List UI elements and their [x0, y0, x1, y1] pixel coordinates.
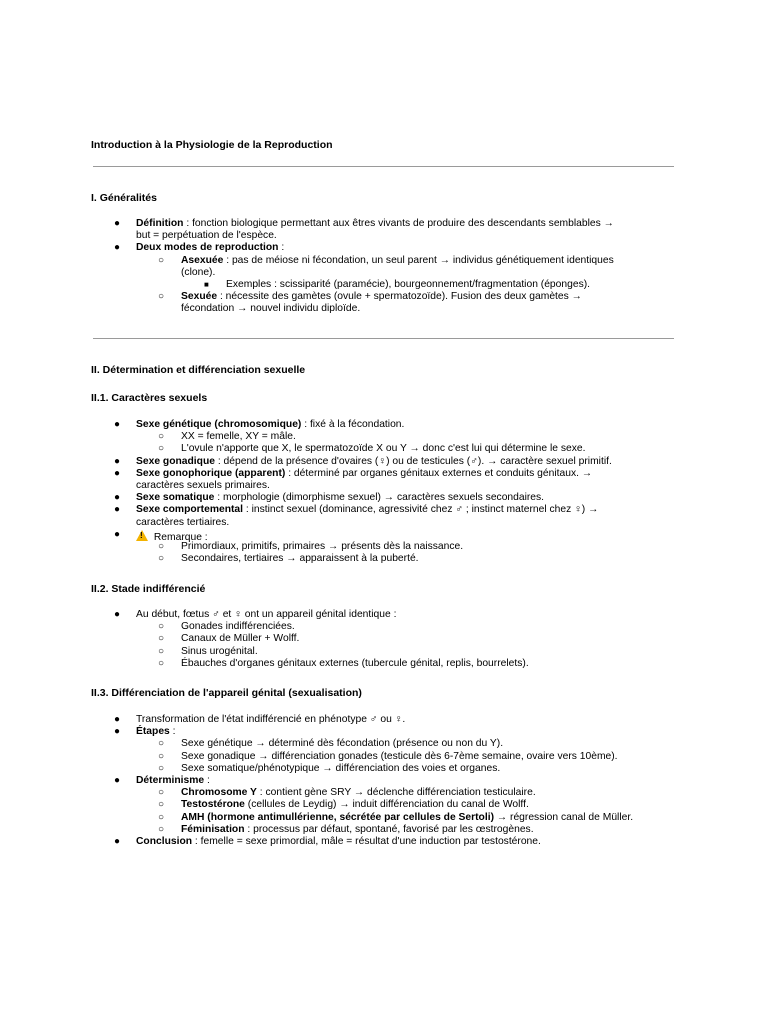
list-item: [0, 824, 768, 836]
bullet-icon: ●: [114, 455, 121, 467]
list-item: [0, 836, 768, 848]
term-text: Sinus urogénital.: [181, 645, 258, 657]
term-label: Déterminisme: [136, 774, 205, 786]
term-text: : dépend de la présence d'ovaires (♀) ou de testicules (♂). → caractère sexuel primitif.: [214, 455, 612, 467]
subsection-heading-differenciation: II.3. Différenciation de l'appareil génital (sexualisation): [91, 687, 362, 699]
term-label: AMH (hormone antimullérienne, sécrétée par cellules de Sertoli): [181, 811, 494, 823]
term-text: Au début, fœtus ♂ et ♀ ont un appareil génital identique :: [136, 609, 397, 620]
term-text: Gonades indifférenciées.: [181, 621, 295, 633]
list-item: [0, 255, 768, 267]
bullet-icon: ●: [114, 419, 121, 430]
circle-bullet-icon: ○: [158, 762, 165, 774]
list-item: [0, 799, 768, 811]
section-heading-determination: II. Détermination et différenciation sexuelle: [91, 364, 306, 376]
list-item: [0, 529, 768, 541]
term-text: : instinct sexuel (dominance, agressivité chez ♂ ; instinct maternel chez ♀) →: [243, 504, 599, 516]
circle-bullet-icon: ○: [158, 553, 165, 565]
term-label: Conclusion: [136, 835, 193, 847]
bullet-icon: ●: [114, 835, 121, 847]
circle-bullet-icon: ○: [158, 540, 165, 552]
term-text: : pas de méiose ni fécondation, un seul parent → individus génétiquement identiques: [223, 254, 614, 266]
list-item: [0, 751, 768, 763]
term-text: → régression canal de Müller.: [494, 811, 634, 823]
bullet-icon: ●: [114, 528, 121, 540]
term-text: caractères sexuels primaires.: [136, 479, 270, 491]
term-text: Sexe génétique → déterminé dès fécondation (présence ou non du Y).: [181, 738, 504, 750]
term-label: Testostérone: [181, 799, 245, 811]
circle-bullet-icon: ○: [158, 799, 165, 811]
circle-bullet-icon: ○: [158, 787, 165, 799]
bullet-icon: ●: [114, 726, 121, 738]
bullet-icon: ●: [114, 467, 121, 479]
circle-bullet-icon: ○: [158, 431, 165, 443]
term-text: (cellules de Leydig) → induit différenciation du canal de Wolff.: [244, 799, 529, 811]
term-text: Canaux de Müller + Wolff.: [181, 633, 300, 645]
stade-list: [0, 609, 768, 670]
caracteres-list: [0, 419, 768, 565]
term-text: but = perpétuation de l'espèce.: [136, 230, 277, 242]
list-item: [0, 787, 768, 799]
section-heading-generalites: I. Généralités: [91, 192, 157, 204]
list-item: [0, 726, 768, 738]
list-item: [0, 242, 768, 254]
term-text: Sexe gonadique → différenciation gonades (testicule dès 6-7ème semaine, ovaire vers 10ème).: [181, 750, 618, 762]
circle-bullet-icon: ○: [158, 254, 165, 266]
square-bullet-icon: ■: [204, 279, 209, 289]
list-item: [0, 218, 768, 230]
list-item: [0, 553, 768, 565]
document-title: Introduction à la Physiologie de la Reproduction: [91, 139, 333, 151]
bullet-icon: ●: [114, 504, 121, 516]
term-text: Exemples : scissiparité (paramécie), bourgeonnement/fragmentation (éponges).: [226, 278, 591, 290]
term-label: Sexe gonadique: [136, 455, 215, 467]
term-label: Sexe gonophorique (apparent): [136, 467, 286, 479]
list-item-continuation: [0, 517, 768, 529]
term-text: L'ovule n'apporte que X, le spermatozoïde X ou Y → donc c'est lui qui détermine le sexe.: [181, 443, 586, 455]
term-text: Secondaires, tertiaires → apparaissent à la puberté.: [181, 553, 419, 565]
term-text: XX = femelle, XY = mâle.: [181, 431, 296, 443]
circle-bullet-icon: ○: [158, 738, 165, 750]
term-label: Étapes: [136, 726, 170, 738]
term-text: Remarque :: [151, 531, 208, 543]
circle-bullet-icon: ○: [158, 657, 165, 669]
term-text: : femelle = sexe primordial, mâle = résultat d'une induction par testostérone.: [192, 835, 541, 847]
list-item: [0, 738, 768, 750]
list-item: [0, 621, 768, 633]
generalites-list: [0, 218, 768, 316]
list-item-continuation: [0, 230, 768, 242]
bullet-icon: ●: [114, 609, 121, 620]
list-item: [0, 763, 768, 775]
term-text: : morphologie (dimorphisme sexuel) → caractères sexuels secondaires.: [214, 492, 545, 504]
term-text: :: [169, 726, 176, 738]
term-label: Chromosome Y: [181, 787, 257, 799]
term-text: Primordiaux, primitifs, primaires → présents dès la naissance.: [181, 540, 464, 552]
list-item: [0, 431, 768, 443]
subsection-heading-stade: II.2. Stade indifférencié: [91, 583, 206, 595]
term-label: Asexuée: [181, 254, 224, 266]
circle-bullet-icon: ○: [158, 645, 165, 657]
term-text: : fonction biologique permettant aux êtres vivants de produire des descendants semblables →: [183, 218, 614, 229]
list-item: [0, 646, 768, 658]
list-item-continuation: [0, 267, 768, 279]
circle-bullet-icon: ○: [158, 811, 165, 823]
term-label: Définition: [136, 218, 184, 229]
term-label: Sexe génétique (chromosomique): [136, 419, 302, 430]
bullet-icon: ●: [114, 242, 121, 254]
term-label: Féminisation: [181, 823, 245, 835]
circle-bullet-icon: ○: [158, 750, 165, 762]
circle-bullet-icon: ○: [158, 291, 165, 303]
subsection-heading-caracteres: II.1. Caractères sexuels: [91, 392, 208, 404]
term-label: Sexe somatique: [136, 492, 215, 504]
term-text: :: [204, 774, 210, 786]
circle-bullet-icon: ○: [158, 633, 165, 645]
list-item: [0, 504, 768, 516]
circle-bullet-icon: ○: [158, 621, 165, 633]
list-item: [0, 456, 768, 468]
term-text: Ébauches d'organes génitaux externes (tubercule génital, replis, bourrelets).: [181, 657, 529, 669]
term-label: Sexuée: [181, 291, 218, 303]
list-item: [0, 775, 768, 787]
term-label: Sexe comportemental: [136, 504, 244, 516]
term-text: fécondation → nouvel individu diploïde.: [181, 303, 361, 315]
term-text: :: [278, 242, 285, 254]
circle-bullet-icon: ○: [158, 823, 165, 835]
list-item: [0, 492, 768, 504]
term-text: : contient gène SRY → déclenche différenciation testiculaire.: [256, 787, 536, 799]
list-item: [0, 812, 768, 824]
term-text: Transformation de l'état indifférencié en phénotype ♂ ou ♀.: [136, 714, 406, 725]
list-item: [0, 658, 768, 670]
term-text: Sexe somatique/phénotypique → différenciation des voies et organes.: [181, 762, 501, 774]
list-item: [0, 541, 768, 553]
differenciation-list: [0, 714, 768, 848]
term-label: Deux modes de reproduction: [136, 242, 279, 254]
bullet-icon: ●: [114, 714, 121, 725]
list-item-continuation: [0, 480, 768, 492]
term-text: : nécessite des gamètes (ovule + spermatozoïde). Fusion des deux gamètes →: [217, 291, 582, 303]
horizontal-rule: [93, 338, 674, 339]
list-item: [0, 443, 768, 455]
term-text: (clone).: [181, 266, 216, 278]
horizontal-rule: [93, 166, 674, 167]
list-item: [0, 468, 768, 480]
warning-icon: [136, 530, 148, 541]
bullet-icon: ●: [114, 492, 121, 504]
circle-bullet-icon: ○: [158, 443, 165, 455]
term-text: caractères tertiaires.: [136, 516, 230, 528]
term-text: : déterminé par organes génitaux externes et conduits génitaux. →: [285, 467, 593, 479]
list-item: [0, 609, 768, 621]
list-item-continuation: [0, 303, 768, 315]
bullet-icon: ●: [114, 774, 121, 786]
list-item: [0, 714, 768, 726]
list-item: [0, 633, 768, 645]
list-item: [0, 419, 768, 431]
term-text: : fixé à la fécondation.: [301, 419, 405, 430]
term-text: : processus par défaut, spontané, favorisé par les œstrogènes.: [244, 823, 534, 835]
list-item: [0, 279, 768, 291]
bullet-icon: ●: [114, 218, 121, 229]
list-item: [0, 291, 768, 303]
